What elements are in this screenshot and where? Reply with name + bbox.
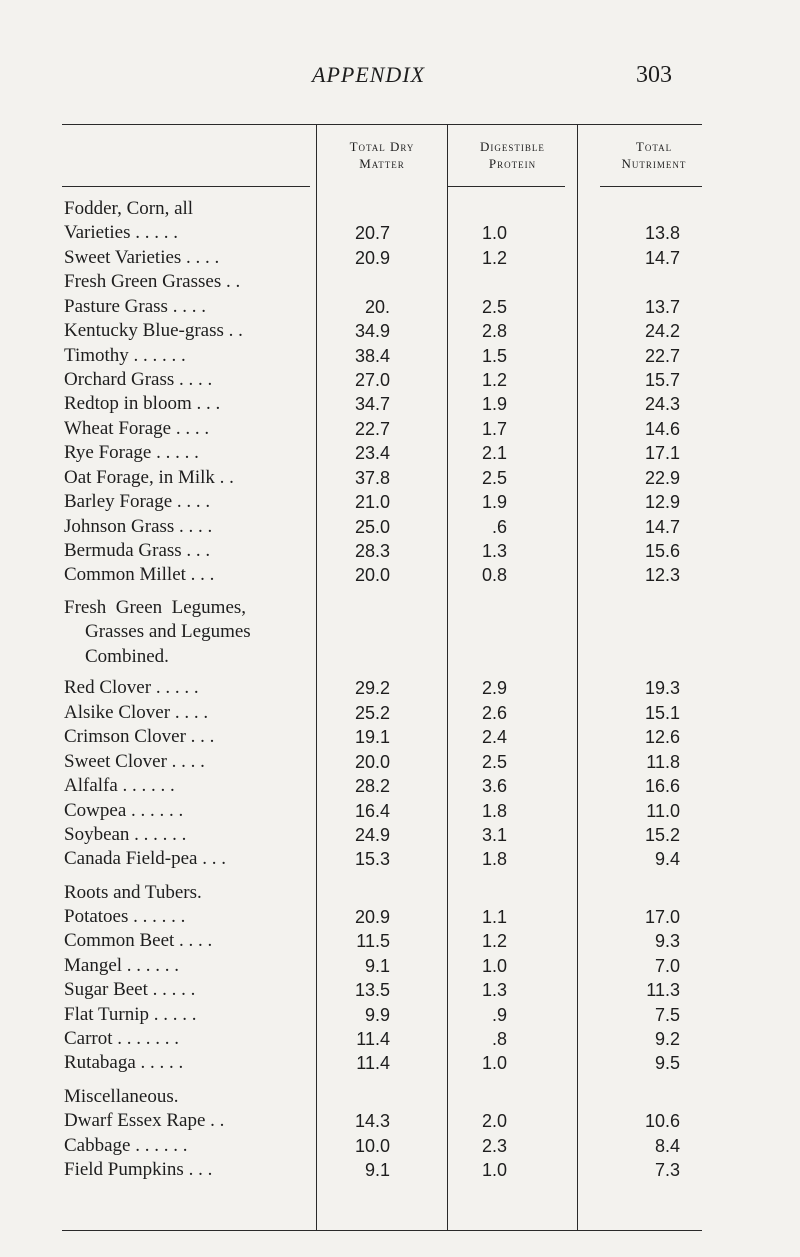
table-row [0, 775, 800, 799]
protein-cell: 1.9 [481, 394, 507, 414]
protein-cell: 1.3 [481, 980, 507, 1000]
row-label: Redtop in bloom . . . [64, 393, 221, 414]
table-row [0, 345, 800, 369]
row-label: Canada Field-pea . . . [64, 848, 226, 869]
section-heading: Grasses and Legumes [85, 621, 251, 642]
nutriment-cell: 16.6 [644, 776, 680, 796]
row-label: Sweet Varieties . . . . [64, 247, 220, 268]
nutriment-cell: 9.4 [654, 849, 680, 869]
dry-matter-cell: 25.0 [354, 517, 390, 537]
nutriment-cell: 24.3 [644, 394, 680, 414]
header-rule-col1 [447, 186, 565, 187]
header-rule-col3 [600, 186, 702, 187]
nutriment-cell: 13.7 [644, 297, 680, 317]
column-header-total-nutriment [579, 138, 729, 172]
protein-cell: 1.2 [481, 931, 507, 951]
row-label: Bermuda Grass . . . [64, 540, 211, 561]
table-row [0, 540, 800, 564]
table-row [0, 930, 800, 954]
section-heading: Fodder, Corn, all [64, 198, 194, 219]
dry-matter-cell: 28.3 [354, 541, 390, 561]
running-head [0, 62, 800, 92]
nutriment-cell: 17.0 [644, 907, 680, 927]
running-title: APPENDIX [312, 62, 426, 87]
protein-cell: 1.0 [481, 1160, 507, 1180]
table-row [0, 1159, 800, 1183]
table-row [0, 702, 800, 726]
row-label: Flat Turnip . . . . . [64, 1004, 197, 1025]
dry-matter-cell: 10.0 [354, 1136, 390, 1156]
table-row [0, 979, 800, 1003]
nutriment-cell: 7.0 [654, 956, 680, 976]
protein-cell: 1.8 [481, 801, 507, 821]
protein-cell: 2.6 [481, 703, 507, 723]
protein-cell: 2.9 [481, 678, 507, 698]
protein-cell: 3.6 [481, 776, 507, 796]
table-row [0, 906, 800, 930]
nutriment-cell: 9.2 [654, 1029, 680, 1049]
row-label: Wheat Forage . . . . [64, 418, 210, 439]
row-label: Sugar Beet . . . . . [64, 979, 196, 1000]
table-row [0, 418, 800, 442]
protein-cell: 2.4 [481, 727, 507, 747]
section-heading-row [0, 882, 800, 906]
table-row [0, 222, 800, 246]
nutriment-cell: 19.3 [644, 678, 680, 698]
table-row [0, 848, 800, 872]
dry-matter-cell: 15.3 [354, 849, 390, 869]
section-heading: Combined. [85, 646, 169, 667]
dry-matter-cell: 37.8 [354, 468, 390, 488]
table-bottom-rule [62, 1230, 702, 1231]
dry-matter-cell: 20.0 [354, 565, 390, 585]
table-row [0, 726, 800, 750]
section-heading-row [0, 646, 800, 670]
dry-matter-cell: 11.4 [356, 1029, 390, 1049]
dry-matter-cell: 23.4 [354, 443, 390, 463]
table-row [0, 564, 800, 588]
table-row [0, 1110, 800, 1134]
dry-matter-cell: 14.3 [354, 1111, 390, 1131]
nutriment-cell: 8.4 [654, 1136, 680, 1156]
section-heading: Fresh Green Legumes, [64, 597, 247, 618]
dry-matter-cell: 9.9 [364, 1005, 390, 1025]
table-top-rule [62, 124, 702, 125]
nutriment-cell: 22.7 [644, 346, 680, 366]
nutriment-cell: 13.8 [644, 223, 680, 243]
nutriment-cell: 7.3 [654, 1160, 680, 1180]
table-row [0, 1135, 800, 1159]
dry-matter-cell: 24.9 [354, 825, 390, 845]
protein-cell: 2.5 [481, 752, 507, 772]
row-label: Varieties . . . . . [64, 222, 178, 243]
section-heading: Fresh Green Grasses . . [64, 271, 241, 292]
table-row [0, 516, 800, 540]
nutriment-cell: 17.1 [644, 443, 680, 463]
nutriment-cell: 10.6 [644, 1111, 680, 1131]
nutriment-cell: 15.2 [644, 825, 680, 845]
table-row [0, 677, 800, 701]
row-label: Cabbage . . . . . . [64, 1135, 188, 1156]
protein-cell: 2.5 [481, 468, 507, 488]
row-label: Rye Forage . . . . . [64, 442, 199, 463]
dry-matter-cell: 20.9 [354, 907, 390, 927]
table-row [0, 955, 800, 979]
dry-matter-cell: 20.0 [354, 752, 390, 772]
protein-cell: 1.2 [481, 248, 507, 268]
dry-matter-cell: 20.9 [354, 248, 390, 268]
row-label: Red Clover . . . . . [64, 677, 199, 698]
row-label: Common Beet . . . . [64, 930, 213, 951]
row-label: Orchard Grass . . . . [64, 369, 213, 390]
protein-cell: .6 [491, 517, 507, 537]
row-label: Common Millet . . . [64, 564, 215, 585]
column-header-line: Total [635, 139, 673, 154]
column-header-line: Digestible [480, 139, 545, 154]
protein-cell: 1.5 [481, 346, 507, 366]
table-row [0, 751, 800, 775]
nutriment-cell: 12.6 [644, 727, 680, 747]
table-row [0, 824, 800, 848]
dry-matter-cell: 27.0 [354, 370, 390, 390]
nutriment-cell: 22.9 [644, 468, 680, 488]
dry-matter-cell: 11.5 [356, 931, 390, 951]
row-label: Pasture Grass . . . . [64, 296, 206, 317]
row-label: Mangel . . . . . . [64, 955, 180, 976]
table-row [0, 247, 800, 271]
dry-matter-cell: 29.2 [354, 678, 390, 698]
row-label: Kentucky Blue-grass . . [64, 320, 243, 341]
nutriment-cell: 12.3 [644, 565, 680, 585]
nutriment-cell: 15.1 [644, 703, 680, 723]
nutriment-cell: 11.0 [646, 801, 680, 821]
nutriment-cell: 15.6 [644, 541, 680, 561]
table-row [0, 442, 800, 466]
protein-cell: 1.8 [481, 849, 507, 869]
nutriment-cell: 24.2 [644, 321, 680, 341]
row-label: Barley Forage . . . . [64, 491, 211, 512]
protein-cell: 0.8 [481, 565, 507, 585]
protein-cell: 1.1 [481, 907, 507, 927]
row-label: Cowpea . . . . . . [64, 800, 184, 821]
section-heading-row [0, 621, 800, 645]
row-label: Oat Forage, in Milk . . [64, 467, 234, 488]
column-header-line: Nutriment [621, 156, 687, 171]
section-heading: Miscellaneous. [64, 1086, 179, 1107]
protein-cell: 3.1 [481, 825, 507, 845]
dry-matter-cell: 22.7 [354, 419, 390, 439]
row-label: Carrot . . . . . . . [64, 1028, 180, 1049]
row-label: Alsike Clover . . . . [64, 702, 209, 723]
protein-cell: .8 [491, 1029, 507, 1049]
protein-cell: 1.0 [481, 1053, 507, 1073]
dry-matter-cell: 16.4 [354, 801, 390, 821]
table-row [0, 1004, 800, 1028]
nutriment-cell: 14.7 [644, 517, 680, 537]
dry-matter-cell: 13.5 [354, 980, 390, 1000]
protein-cell: 2.3 [481, 1136, 507, 1156]
table-row [0, 393, 800, 417]
protein-cell: 1.3 [481, 541, 507, 561]
column-header-line: Total Dry [349, 139, 415, 154]
header-rule-col0 [62, 186, 310, 187]
row-label: Field Pumpkins . . . [64, 1159, 213, 1180]
dry-matter-cell: 9.1 [364, 956, 390, 976]
nutriment-cell: 11.3 [646, 980, 680, 1000]
page-number: 303 [636, 62, 672, 88]
section-heading-row [0, 1086, 800, 1110]
row-label: Rutabaga . . . . . [64, 1052, 184, 1073]
table-row [0, 369, 800, 393]
nutriment-cell: 15.7 [644, 370, 680, 390]
row-label: Sweet Clover . . . . [64, 751, 205, 772]
row-label: Soybean . . . . . . [64, 824, 187, 845]
protein-cell: 2.8 [481, 321, 507, 341]
dry-matter-cell: 11.4 [356, 1053, 390, 1073]
table-row [0, 296, 800, 320]
table-row [0, 800, 800, 824]
protein-cell: 1.0 [481, 956, 507, 976]
column-header-line: Protein [488, 156, 537, 171]
table-row [0, 1052, 800, 1076]
nutriment-cell: 14.7 [644, 248, 680, 268]
section-heading-row [0, 271, 800, 295]
table-row [0, 320, 800, 344]
protein-cell: 2.1 [481, 443, 507, 463]
nutriment-cell: 14.6 [644, 419, 680, 439]
nutriment-cell: 9.3 [654, 931, 680, 951]
dry-matter-cell: 25.2 [354, 703, 390, 723]
row-label: Potatoes . . . . . . [64, 906, 186, 927]
row-label: Crimson Clover . . . [64, 726, 215, 747]
protein-cell: 1.0 [481, 223, 507, 243]
nutriment-cell: 9.5 [654, 1053, 680, 1073]
row-label: Dwarf Essex Rape . . [64, 1110, 225, 1131]
dry-matter-cell: 34.9 [354, 321, 390, 341]
dry-matter-cell: 28.2 [354, 776, 390, 796]
dry-matter-cell: 19.1 [354, 727, 390, 747]
dry-matter-cell: 9.1 [364, 1160, 390, 1180]
row-label: Alfalfa . . . . . . [64, 775, 175, 796]
column-header-total-dry-matter [318, 138, 446, 172]
table-row [0, 1028, 800, 1052]
row-label: Timothy . . . . . . [64, 345, 186, 366]
dry-matter-cell: 38.4 [354, 346, 390, 366]
section-heading-row [0, 198, 800, 222]
dry-matter-cell: 21.0 [354, 492, 390, 512]
nutriment-cell: 11.8 [646, 752, 680, 772]
dry-matter-cell: 34.7 [354, 394, 390, 414]
section-heading: Roots and Tubers. [64, 882, 202, 903]
dry-matter-cell: 20. [364, 297, 390, 317]
nutriment-cell: 12.9 [644, 492, 680, 512]
row-label: Johnson Grass . . . . [64, 516, 213, 537]
protein-cell: 1.2 [481, 370, 507, 390]
protein-cell: 2.5 [481, 297, 507, 317]
protein-cell: .9 [491, 1005, 507, 1025]
section-heading-row [0, 597, 800, 621]
dry-matter-cell: 20.7 [354, 223, 390, 243]
table-row [0, 467, 800, 491]
nutriment-cell: 7.5 [654, 1005, 680, 1025]
table-row [0, 491, 800, 515]
column-header-line: Matter [359, 156, 405, 171]
protein-cell: 1.7 [481, 419, 507, 439]
protein-cell: 1.9 [481, 492, 507, 512]
protein-cell: 2.0 [481, 1111, 507, 1131]
column-header-digestible-protein [449, 138, 576, 172]
